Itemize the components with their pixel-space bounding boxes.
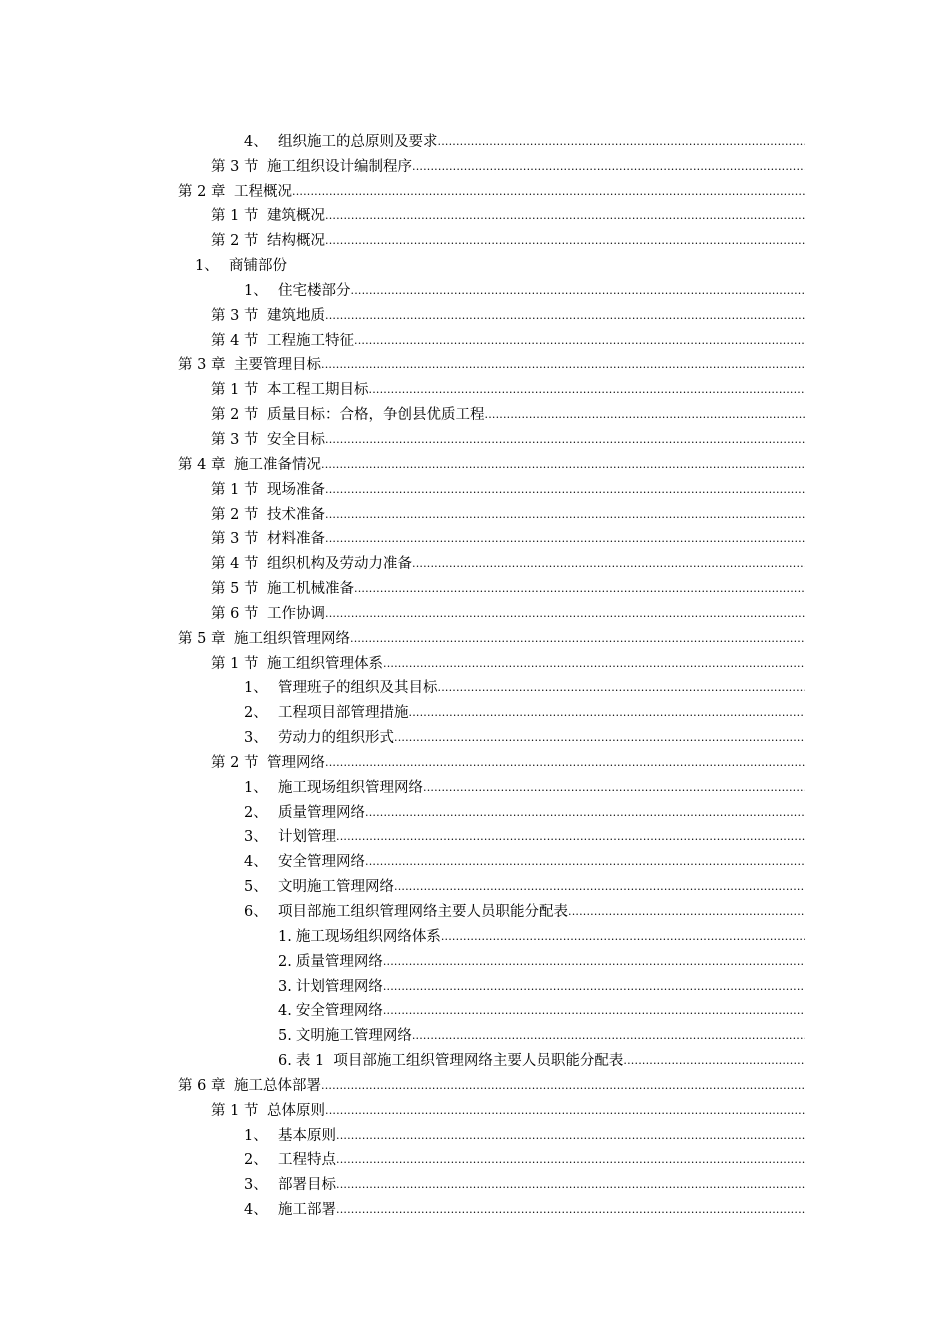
toc-entry-number: 第 3 节 bbox=[211, 158, 259, 175]
toc-entry-title: 施工组织管理体系 bbox=[267, 655, 383, 672]
toc-entry-title: 工作协调 bbox=[267, 605, 325, 622]
toc-entry-number: 5. bbox=[278, 1028, 292, 1045]
toc-entry-number: 第 2 节 bbox=[211, 407, 259, 424]
toc-entry-number: 3、 bbox=[244, 730, 268, 747]
toc-leader-dots bbox=[365, 853, 805, 871]
toc-entry-number: 4、 bbox=[244, 133, 268, 150]
toc-entry-title: 施工组织管理网络 bbox=[234, 630, 350, 647]
table-of-contents bbox=[0, 126, 950, 1219]
toc-entry-title: 项目部施工组织管理网络主要人员职能分配表 bbox=[278, 904, 568, 920]
toc-entry-number: 6、 bbox=[244, 904, 268, 920]
toc-entry-title: 施工部署 bbox=[278, 1202, 336, 1219]
toc-entry-title: 施工现场组织网络体系 bbox=[295, 928, 441, 945]
toc-leader-dots bbox=[354, 332, 805, 350]
toc-entry-number: 第 6 节 bbox=[211, 605, 259, 622]
toc-entry[interactable] bbox=[0, 1169, 805, 1194]
toc-entry[interactable] bbox=[0, 996, 805, 1021]
toc-entry[interactable] bbox=[0, 822, 805, 847]
toc-entry-number: 第 6 章 bbox=[178, 1077, 226, 1094]
toc-entry-number: 4、 bbox=[244, 854, 268, 871]
toc-entry-number: 2、 bbox=[244, 1152, 268, 1169]
toc-entry-title: 表 1 项目部施工组织管理网络主要人员职能分配表 bbox=[295, 1053, 624, 1070]
toc-entry-title: 建筑地质 bbox=[267, 307, 325, 324]
toc-leader-dots bbox=[325, 481, 805, 499]
toc-leader-dots bbox=[394, 878, 805, 896]
toc-entry[interactable] bbox=[0, 275, 805, 300]
toc-leader-dots bbox=[336, 1201, 805, 1219]
toc-entry-title: 工程施工特征 bbox=[267, 332, 354, 349]
toc-entry[interactable] bbox=[0, 325, 805, 350]
toc-leader-dots bbox=[438, 133, 806, 151]
toc-leader-dots bbox=[321, 1077, 805, 1095]
toc-leader-dots bbox=[321, 456, 805, 474]
toc-entry-number: 第 1 节 bbox=[211, 1102, 259, 1119]
toc-entry[interactable] bbox=[0, 1194, 805, 1219]
toc-entry-number: 第 1 节 bbox=[211, 382, 259, 399]
toc-entry-number: 第 4 节 bbox=[211, 556, 259, 573]
toc-leader-dots bbox=[369, 381, 806, 399]
toc-entry-number: 第 5 章 bbox=[178, 630, 226, 647]
toc-entry-number: 3. bbox=[278, 978, 292, 995]
toc-leader-dots bbox=[383, 978, 805, 996]
toc-leader-dots bbox=[383, 655, 805, 673]
toc-entry-title: 组织施工的总原则及要求 bbox=[278, 133, 438, 150]
toc-entry-number: 1. bbox=[278, 928, 292, 945]
toc-entry[interactable] bbox=[0, 921, 805, 946]
toc-entry[interactable] bbox=[0, 350, 805, 375]
toc-leader-dots bbox=[325, 207, 805, 225]
toc-entry-number: 第 2 节 bbox=[211, 233, 259, 250]
toc-entry[interactable] bbox=[0, 374, 805, 399]
toc-entry-number: 3、 bbox=[244, 1177, 268, 1194]
toc-entry-title: 文明施工管理网络 bbox=[295, 1028, 412, 1045]
toc-entry[interactable] bbox=[0, 871, 805, 896]
toc-entry[interactable] bbox=[0, 673, 805, 698]
toc-leader-dots bbox=[351, 282, 806, 300]
toc-entry-title: 建筑概况 bbox=[267, 208, 325, 225]
toc-entry[interactable] bbox=[0, 896, 805, 921]
toc-entry-number: 1、 bbox=[244, 779, 268, 796]
toc-entry[interactable] bbox=[0, 250, 805, 275]
toc-entry-title: 管理网络 bbox=[267, 754, 325, 771]
toc-entry-number: 第 2 节 bbox=[211, 506, 259, 523]
toc-entry[interactable] bbox=[0, 846, 805, 871]
toc-leader-dots bbox=[354, 580, 805, 598]
toc-entry[interactable] bbox=[0, 151, 805, 176]
toc-entry[interactable] bbox=[0, 399, 805, 424]
toc-leader-dots bbox=[321, 356, 805, 374]
toc-leader-dots bbox=[365, 804, 805, 822]
toc-entry[interactable] bbox=[0, 648, 805, 673]
toc-entry-title: 住宅楼部分 bbox=[278, 282, 351, 299]
toc-entry-title: 计划管理网络 bbox=[295, 978, 383, 995]
toc-leader-dots bbox=[325, 530, 805, 548]
toc-entry-title: 质量管理网络 bbox=[278, 804, 365, 821]
toc-entry[interactable] bbox=[0, 971, 805, 996]
toc-entry[interactable] bbox=[0, 1020, 805, 1045]
toc-leader-dots bbox=[623, 1052, 805, 1070]
toc-entry-number: 1、 bbox=[195, 258, 219, 275]
toc-leader-dots bbox=[350, 630, 805, 648]
toc-entry-title: 劳动力的组织形式 bbox=[278, 730, 394, 747]
toc-entry-title: 质量管理网络 bbox=[295, 953, 383, 970]
toc-entry-title: 安全管理网络 bbox=[295, 1003, 383, 1020]
toc-entry-number: 第 4 节 bbox=[211, 332, 259, 349]
toc-leader-dots bbox=[485, 406, 806, 424]
toc-entry[interactable] bbox=[0, 499, 805, 524]
toc-entry[interactable] bbox=[0, 697, 805, 722]
toc-entry-number: 1、 bbox=[244, 680, 268, 697]
toc-leader-dots bbox=[412, 555, 805, 573]
toc-entry-number: 第 4 章 bbox=[178, 456, 226, 473]
toc-entry[interactable] bbox=[0, 1045, 805, 1070]
toc-leader-dots bbox=[287, 257, 805, 275]
toc-entry-title: 组织机构及劳动力准备 bbox=[267, 556, 412, 573]
toc-entry-title: 技术准备 bbox=[267, 506, 325, 523]
toc-entry[interactable] bbox=[0, 573, 805, 598]
toc-leader-dots bbox=[325, 1102, 805, 1120]
toc-entry-title: 施工机械准备 bbox=[267, 581, 354, 598]
toc-entry-number: 第 5 节 bbox=[211, 581, 259, 598]
toc-entry-title: 总体原则 bbox=[267, 1102, 325, 1119]
toc-entry-title: 商铺部份 bbox=[229, 258, 287, 275]
toc-leader-dots bbox=[325, 605, 805, 623]
toc-entry-title: 施工现场组织管理网络 bbox=[278, 779, 423, 796]
toc-leader-dots bbox=[325, 232, 805, 250]
toc-leader-dots bbox=[336, 1151, 805, 1169]
toc-entry-number: 2. bbox=[278, 953, 292, 970]
toc-entry[interactable] bbox=[0, 598, 805, 623]
toc-entry-number: 3、 bbox=[244, 829, 268, 846]
toc-leader-dots bbox=[438, 679, 806, 697]
toc-leader-dots bbox=[441, 928, 805, 946]
toc-entry[interactable] bbox=[0, 772, 805, 797]
toc-entry-number: 第 3 章 bbox=[178, 357, 226, 374]
toc-entry-number: 第 3 节 bbox=[211, 431, 259, 448]
toc-entry[interactable] bbox=[0, 474, 805, 499]
toc-entry-title: 部署目标 bbox=[278, 1177, 336, 1194]
toc-entry[interactable] bbox=[0, 623, 805, 648]
toc-entry-title: 主要管理目标 bbox=[234, 357, 321, 374]
toc-leader-dots bbox=[325, 754, 805, 772]
toc-entry[interactable] bbox=[0, 176, 805, 201]
toc-entry-number: 2、 bbox=[244, 705, 268, 722]
toc-entry-number: 第 3 节 bbox=[211, 531, 259, 548]
toc-entry[interactable] bbox=[0, 946, 805, 971]
toc-entry-title: 工程概况 bbox=[234, 183, 292, 200]
toc-entry[interactable] bbox=[0, 300, 805, 325]
toc-entry-number: 1、 bbox=[244, 1127, 268, 1144]
toc-entry-number: 第 2 节 bbox=[211, 754, 259, 771]
toc-leader-dots bbox=[292, 183, 805, 201]
toc-entry-number: 第 3 节 bbox=[211, 307, 259, 324]
toc-entry-title: 现场准备 bbox=[267, 481, 325, 498]
toc-entry[interactable] bbox=[0, 1145, 805, 1170]
toc-entry-number: 1、 bbox=[244, 282, 268, 299]
toc-leader-dots bbox=[383, 953, 805, 971]
toc-entry-title: 施工准备情况 bbox=[234, 456, 321, 473]
toc-leader-dots bbox=[325, 431, 805, 449]
toc-entry-title: 基本原则 bbox=[278, 1127, 336, 1144]
toc-entry-title: 计划管理 bbox=[278, 829, 336, 846]
toc-leader-dots bbox=[412, 158, 805, 176]
toc-entry-title: 管理班子的组织及其目标 bbox=[278, 680, 438, 697]
toc-entry-title: 工程项目部管理措施 bbox=[278, 705, 409, 722]
toc-entry-title: 工程特点 bbox=[278, 1152, 336, 1169]
toc-entry-title: 安全管理网络 bbox=[278, 854, 365, 871]
toc-entry-title: 结构概况 bbox=[267, 233, 325, 250]
toc-entry[interactable] bbox=[0, 225, 805, 250]
toc-entry-number: 2、 bbox=[244, 804, 268, 821]
toc-entry-number: 5、 bbox=[244, 879, 268, 896]
toc-leader-dots bbox=[383, 1002, 805, 1020]
toc-entry-number: 第 1 节 bbox=[211, 655, 259, 672]
toc-entry-title: 材料准备 bbox=[267, 531, 325, 548]
toc-leader-dots bbox=[325, 307, 805, 325]
toc-leader-dots bbox=[336, 1176, 805, 1194]
toc-entry[interactable] bbox=[0, 797, 805, 822]
toc-entry[interactable] bbox=[0, 449, 805, 474]
toc-leader-dots bbox=[336, 1127, 805, 1145]
toc-entry-title: 安全目标 bbox=[267, 431, 325, 448]
toc-entry-number: 第 1 节 bbox=[211, 481, 259, 498]
toc-leader-dots bbox=[423, 779, 805, 797]
toc-leader-dots bbox=[325, 506, 805, 524]
toc-entry[interactable] bbox=[0, 126, 805, 151]
toc-leader-dots bbox=[568, 903, 805, 921]
toc-entry[interactable] bbox=[0, 1120, 805, 1145]
toc-entry-number: 第 2 章 bbox=[178, 183, 226, 200]
toc-entry-number: 4. bbox=[278, 1003, 292, 1020]
toc-entry[interactable] bbox=[0, 524, 805, 549]
toc-entry[interactable] bbox=[0, 201, 805, 226]
toc-entry[interactable] bbox=[0, 548, 805, 573]
toc-entry[interactable] bbox=[0, 722, 805, 747]
toc-leader-dots bbox=[412, 1027, 805, 1045]
toc-leader-dots bbox=[394, 729, 805, 747]
toc-entry[interactable] bbox=[0, 424, 805, 449]
toc-entry[interactable] bbox=[0, 747, 805, 772]
toc-entry-number: 6. bbox=[278, 1053, 292, 1070]
toc-entry-title: 施工组织设计编制程序 bbox=[267, 158, 412, 175]
toc-leader-dots bbox=[409, 704, 806, 722]
toc-entry[interactable] bbox=[0, 1070, 805, 1095]
toc-entry-number: 第 1 节 bbox=[211, 208, 259, 225]
toc-entry[interactable] bbox=[0, 1095, 805, 1120]
toc-entry-number: 4、 bbox=[244, 1202, 268, 1219]
toc-entry-title: 本工程工期目标 bbox=[267, 382, 369, 399]
toc-leader-dots bbox=[336, 828, 805, 846]
toc-entry-title: 施工总体部署 bbox=[234, 1077, 321, 1094]
toc-entry-title: 文明施工管理网络 bbox=[278, 879, 394, 896]
toc-entry-title: 质量目标：合格，争创县优质工程 bbox=[267, 407, 485, 424]
